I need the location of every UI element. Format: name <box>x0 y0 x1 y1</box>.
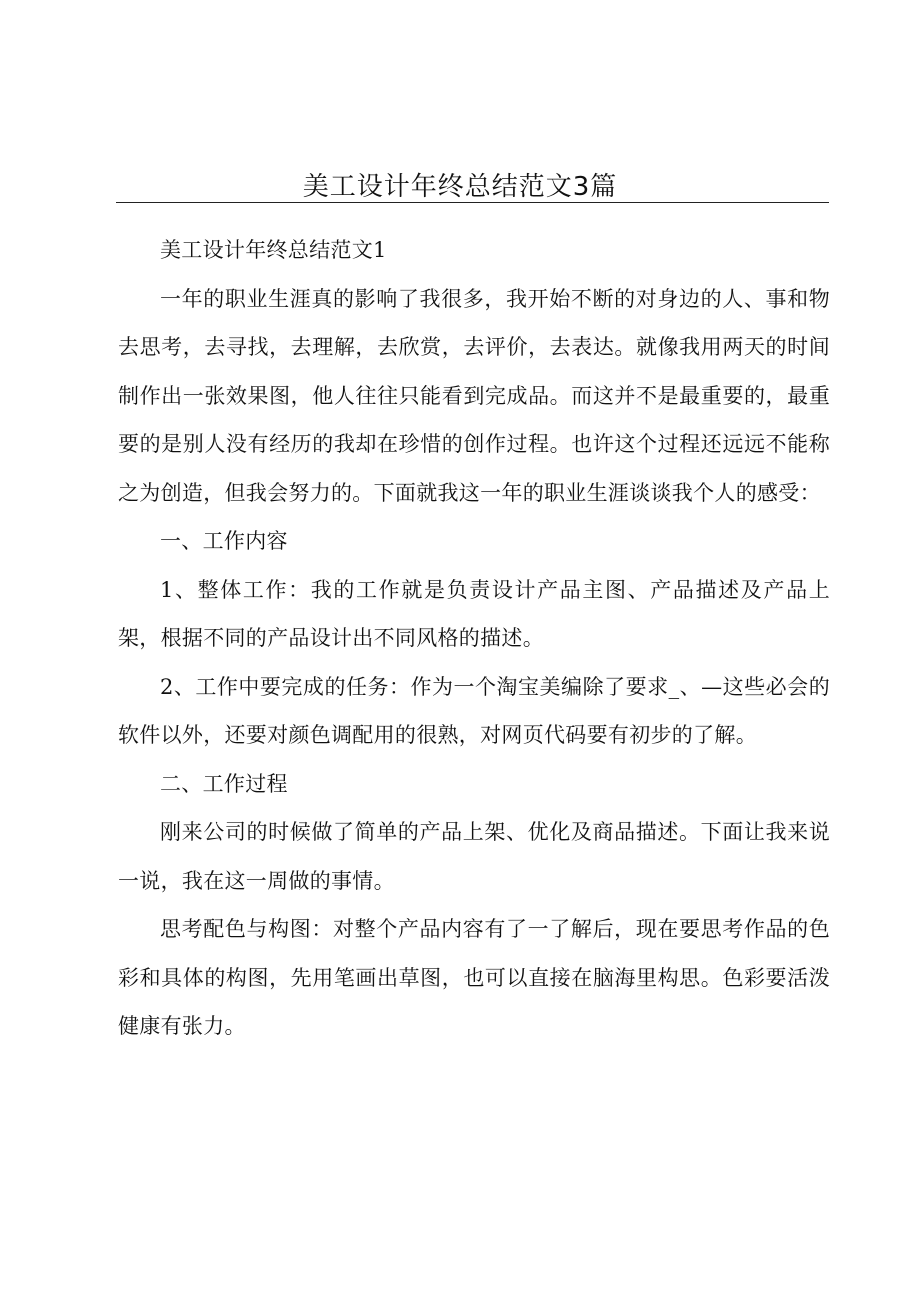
body-paragraph: 1、整体工作：我的工作就是负责设计产品主图、产品描述及产品上架，根据不同的产品设计出不同风格的描述。 <box>118 577 830 650</box>
section-heading: 美工设计年终总结范文1 <box>160 238 387 262</box>
section-heading: 一、工作内容 <box>160 529 288 553</box>
body-paragraph: 一年的职业生涯真的影响了我很多，我开始不断的对身边的人、事和物去思考，去寻找，去理解，去欣赏，去评价，去表达。就像我用两天的时间制作出一张效果图，他人往往只能看到完成品。而这并不是最重要的，最重要的是别人没有经历的我却在珍惜的创作过程。也许这个过程还远远不能称之为创造，但我会努力的。下面就我这一年的职业生涯谈谈我个人的感受： <box>118 286 830 505</box>
document-body <box>118 226 830 1051</box>
body-paragraph: 2、工作中要完成的任务：作为一个淘宝美编除了要求_、—这些必会的软件以外，还要对颜色调配用的很熟，对网页代码要有初步的了解。 <box>118 674 830 747</box>
title-underline <box>116 202 829 203</box>
body-paragraph: 刚来公司的时候做了简单的产品上架、优化及商品描述。下面让我来说一说，我在这一周做的事情。 <box>118 820 830 893</box>
section-heading: 二、工作过程 <box>160 771 288 796</box>
body-paragraph: 思考配色与构图：对整个产品内容有了一了解后，现在要思考作品的色彩和具体的构图，先用笔画出草图，也可以直接在脑海里构思。色彩要活泼健康有张力。 <box>118 917 830 1038</box>
document-title: 美工设计年终总结范文3篇 <box>302 172 618 202</box>
